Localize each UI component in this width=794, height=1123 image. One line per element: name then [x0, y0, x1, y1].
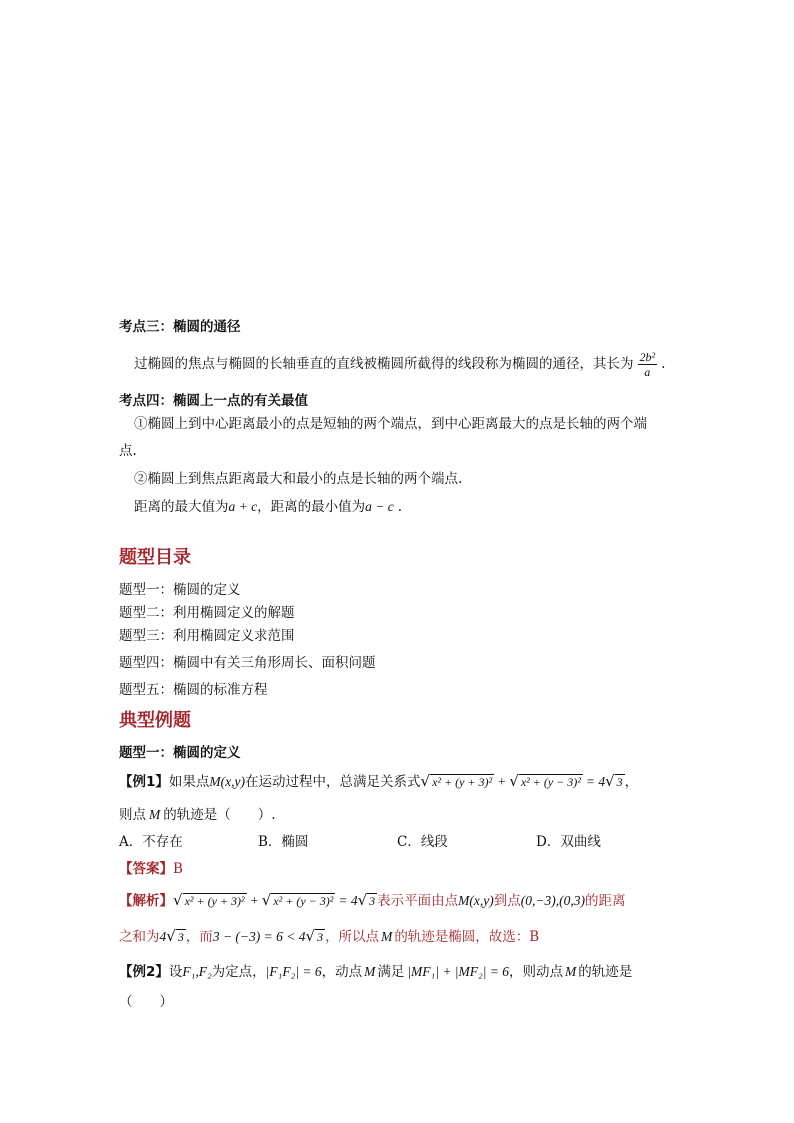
sqrt-symbol: √ — [166, 927, 176, 945]
analysis-radicand-2: x² + (y − 3)² — [273, 894, 334, 908]
analysis-l2-c: ，所以点 — [325, 929, 380, 945]
kd3-text — [134, 350, 665, 379]
option-b: B．椭圆 — [258, 834, 309, 850]
sqrt-symbol: √ — [420, 772, 431, 790]
type1-title: 题型一：椭圆的定义 — [119, 745, 241, 761]
analysis-l2-b: ，而 — [185, 929, 213, 945]
toc-item-2: 题型二：利用椭圆定义的解题 — [119, 605, 295, 621]
ex2-t1: 设 — [168, 964, 183, 980]
example-1-line1 — [119, 770, 638, 790]
ex1-point: M(x,y) — [209, 774, 246, 789]
section-title-kd3: 考点三：椭圆的通径 — [119, 319, 241, 335]
ex2-t3: ，动点 — [321, 964, 363, 980]
toc-item-5: 题型五：椭圆的标准方程 — [119, 682, 268, 698]
analysis-line2 — [119, 925, 539, 945]
ex2-t4: 满足 — [377, 964, 405, 980]
analysis-l2-d: 的轨迹是椭圆，故选：B — [394, 929, 540, 945]
sqrt-symbol: √ — [357, 891, 368, 909]
ex1-eq: = 4 — [585, 774, 606, 789]
toc-item-4: 题型四：椭圆中有关三角形周长、面积问题 — [119, 655, 376, 671]
analysis-text-3: 的距离 — [584, 893, 626, 909]
ex2-m4: |MF₁| + |MF₂| = 6 — [407, 964, 510, 979]
analysis-line1 — [119, 889, 625, 909]
analysis-tag: 【解析】 — [119, 893, 173, 909]
analysis-points: (0,−3),(0,3) — [520, 893, 585, 908]
ex2-t5: ，则动点 — [509, 964, 564, 980]
kd4-p1a: ①椭圆上到中心距离最小的点是短轴的两个端点，到中心距离最大的点是长轴的两个端 — [134, 416, 647, 432]
kd4-p3c: . — [397, 499, 403, 515]
toc-heading: 题型目录 — [119, 547, 191, 568]
ex2-m1: F₁,F₂ — [182, 964, 212, 979]
analysis-text-1: 表示平面由点 — [377, 893, 459, 909]
analysis-eq: = 4 — [338, 893, 358, 908]
option-a: A．不存在 — [119, 834, 183, 850]
ex1-comma: ， — [624, 774, 639, 790]
ex1-line2b: 的轨迹是（ ）. — [163, 807, 276, 823]
ex2-m3: M — [364, 964, 376, 979]
analysis-l2-radicand: 3 — [177, 930, 184, 944]
answer-value: B — [173, 861, 183, 877]
analysis-plus: + — [249, 893, 259, 908]
ex1-radicand-1: x² + (y + 3)² — [432, 775, 493, 789]
kd4-math-max: a + c — [228, 499, 258, 514]
kd3-fraction — [638, 350, 658, 379]
kd3-sentence: 过椭圆的焦点与椭圆的长轴垂直的直线被椭圆所截得的线段称为椭圆的通径，其长为 — [134, 356, 634, 372]
analysis-l2-radicand-2: 3 — [317, 930, 324, 944]
analysis-radicand-3: 3 — [369, 894, 376, 908]
analysis-point: M(x,y) — [458, 893, 494, 908]
toc-item-3: 题型三：利用椭圆定义求范围 — [119, 628, 295, 644]
sqrt-symbol: √ — [173, 891, 183, 909]
analysis-l2-m2: 3 − (−3) = 6 < 4 — [212, 929, 306, 944]
examples-heading: 典型例题 — [119, 710, 191, 731]
ex2-t6: 的轨迹是 — [578, 964, 633, 980]
frac-denominator: a — [644, 365, 651, 379]
kd4-p3 — [134, 495, 402, 515]
analysis-l2-a: 之和为 — [119, 929, 160, 945]
sqrt-symbol: √ — [605, 772, 615, 790]
option-d: D．双曲线 — [536, 834, 601, 850]
ex1-text-b: 在运动过程中，总满足关系式 — [245, 774, 421, 790]
analysis-radicand-1: x² + (y + 3)² — [184, 894, 245, 908]
toc-item-1: 题型一：椭圆的定义 — [119, 582, 241, 598]
ex2-m5: M — [565, 964, 577, 979]
analysis-l2-m1: 4 — [159, 929, 167, 944]
sqrt-symbol: √ — [509, 772, 519, 790]
answer-line — [119, 857, 183, 877]
kd4-p1b: 点. — [119, 443, 137, 459]
ex1-line2a: 则点 — [119, 807, 146, 823]
ex1-plus: + — [497, 774, 507, 789]
kd4-math-min: a − c — [365, 499, 394, 514]
ex1-radicand-3: 3 — [616, 775, 623, 789]
kd3-end: . — [661, 356, 666, 372]
kd4-p2: ②椭圆上到焦点距离最大和最小的点是长轴的两个端点. — [134, 471, 463, 487]
ex1-radicand-2: x² + (y − 3)² — [520, 775, 581, 789]
ex2-t2: 为定点， — [211, 964, 266, 980]
ex2-m2: |F₁F₂| = 6 — [265, 964, 322, 979]
example-2-line2: （ ） — [119, 994, 173, 1010]
sqrt-symbol: √ — [305, 927, 316, 945]
analysis-l2-m3: M — [381, 929, 393, 944]
ex1-line2-m: M — [149, 807, 161, 822]
analysis-text-2: 到点 — [493, 893, 521, 909]
ex1-text-a: 如果点 — [168, 774, 210, 790]
option-c: C．线段 — [397, 834, 448, 850]
example-1-line2 — [119, 803, 276, 823]
kd4-p3b: ，距离的最小值为 — [257, 499, 366, 515]
example-1-tag: 【例1】 — [119, 774, 169, 790]
answer-tag: 【答案】 — [119, 861, 173, 877]
section-title-kd4: 考点四：椭圆上一点的有关最值 — [119, 393, 308, 409]
example-2-tag: 【例2】 — [119, 964, 169, 980]
sqrt-symbol: √ — [261, 891, 272, 909]
frac-numerator: 2b² — [639, 350, 656, 364]
example-2-line1 — [119, 960, 632, 980]
kd4-p3a: 距离的最大值为 — [134, 499, 229, 515]
